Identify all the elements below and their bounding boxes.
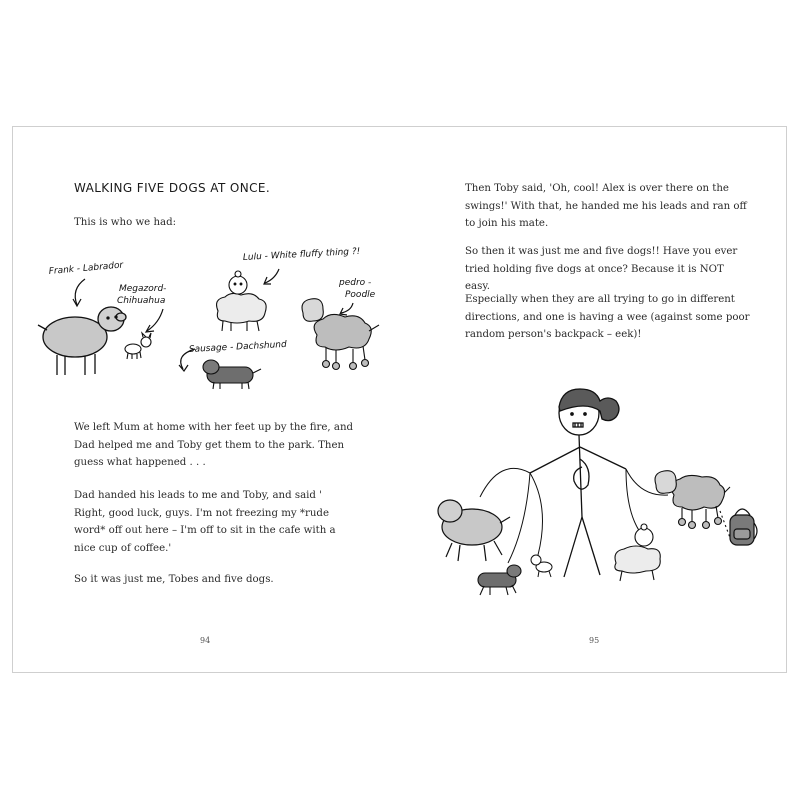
page-number-right: 95 — [589, 636, 600, 645]
label-sausage: Sausage - Dachshund — [188, 339, 287, 355]
frank-labrador-icon — [38, 307, 126, 375]
right-paragraph-1: Then Toby said, 'Oh, cool! Alex is over there on the swings!' With that, he handed me his leads and ran off to join his mate. — [465, 183, 747, 229]
paragraph-2: Dad handed his leads to me and Toby, and said ' Right, good luck, guys. I'm not freezing my *rude word* off out here – I'm off to sit in the cafe with a nice cup of coffee.' — [74, 490, 336, 554]
label-pedro-2: Poodle — [345, 290, 376, 300]
right-page — [400, 127, 787, 672]
backpack-icon — [730, 509, 757, 545]
label-megazord-1: Megazord- — [119, 284, 167, 294]
lulu-fluffy-dog-icon — [217, 271, 267, 331]
label-pedro-1: pedro - — [339, 278, 372, 288]
intro-text: This is who we had: — [74, 217, 177, 228]
girl-walking-dogs-illustration — [430, 377, 770, 607]
paragraph-3: So it was just me, Tobes and five dogs. — [74, 574, 274, 585]
dogs-illustration — [13, 227, 400, 407]
label-frank: Frank - Labrador — [48, 260, 124, 277]
left-page — [13, 127, 400, 672]
dachshund-icon — [478, 565, 521, 595]
chapter-heading: WALKING FIVE DOGS AT ONCE. — [74, 181, 271, 195]
right-paragraph-2: So then it was just me and five dogs!! Have you ever tried holding five dogs at once? Because it is NOT easy. — [465, 246, 738, 292]
girl-icon — [530, 389, 626, 577]
megazord-chihuahua-icon — [125, 333, 151, 359]
poodle-icon — [655, 471, 732, 543]
chihuahua-icon — [531, 555, 552, 577]
paragraph-1: We left Mum at home with her feet up by the fire, and Dad helped me and Toby get them to the park. Then guess what happened . . . — [74, 422, 354, 468]
book-spread — [12, 126, 787, 673]
fluffy-dog-icon — [615, 524, 660, 581]
label-megazord-2: Chihuahua — [117, 296, 166, 306]
label-lulu: Lulu - White fluffy thing ?! — [242, 246, 361, 263]
page-number-left: 94 — [200, 636, 211, 645]
pedro-poodle-icon — [302, 299, 379, 370]
right-paragraph-3: Especially when they are all trying to go in different directions, and one is having a wee (against some poor random person's backpack – eek)! — [465, 294, 750, 340]
sausage-dachshund-icon — [203, 360, 261, 389]
labrador-icon — [438, 500, 510, 561]
